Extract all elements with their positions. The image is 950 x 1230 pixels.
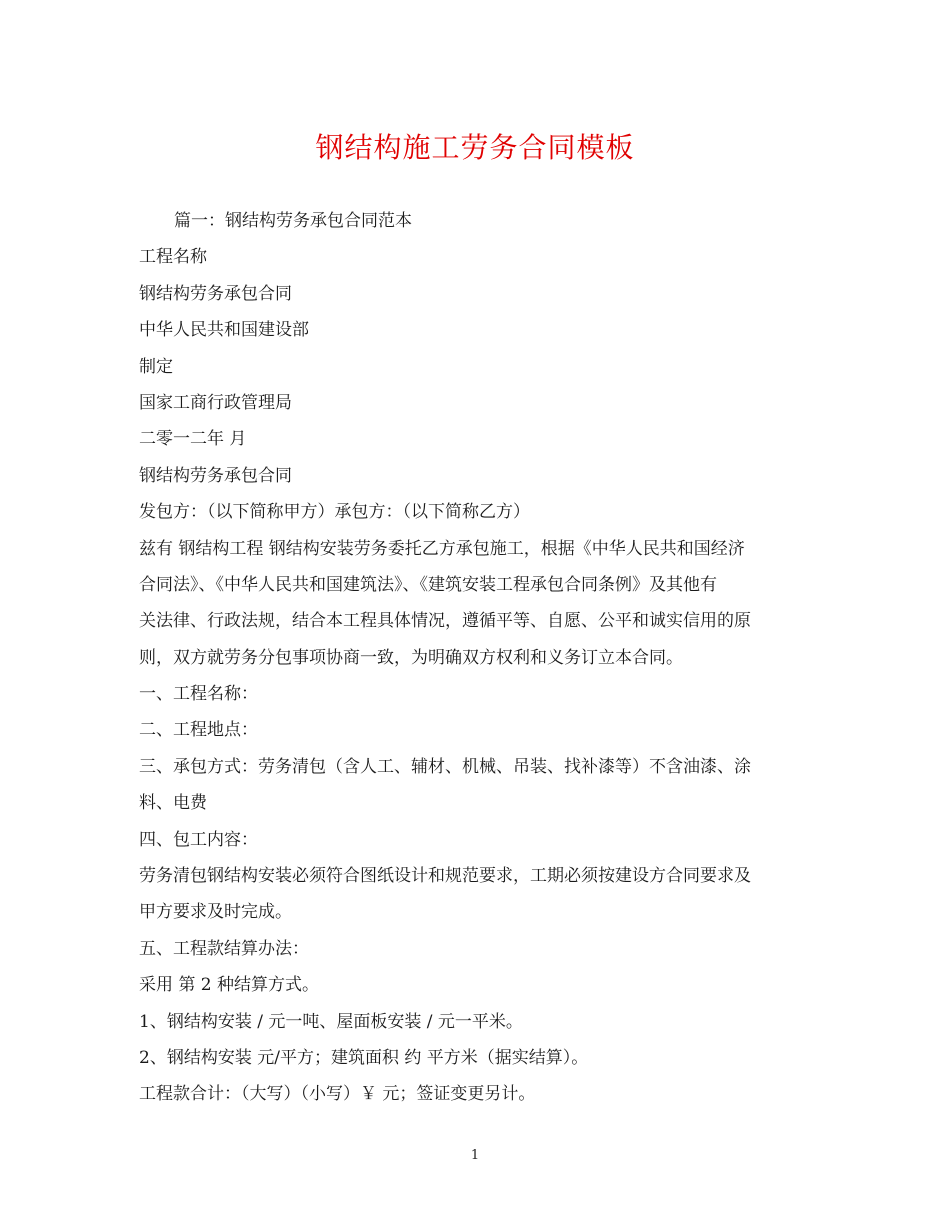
text-line: 制定 <box>139 356 173 377</box>
page-number: 1 <box>470 1148 480 1163</box>
clause-heading: 三、承包方式：劳务清包（含人工、辅材、机械、吊装、找补漆等）不含油漆、涂 <box>139 756 751 777</box>
text-line: 甲方要求及时完成。 <box>139 902 292 923</box>
text-line: 二零一二年 月 <box>139 429 247 450</box>
text-line: 工程款合计：（大写）（小写）￥ 元；签证变更另计。 <box>139 1084 536 1105</box>
text-line: 劳务清包钢结构安装必须符合图纸设计和规范要求，工期必须按建设方合同要求及 <box>139 866 751 887</box>
text-line: 采用 第 2 种结算方式。 <box>139 975 320 996</box>
text-line: 发包方：（以下简称甲方）承包方：（以下简称乙方） <box>139 502 530 523</box>
clause-heading: 四、包工内容： <box>139 829 258 850</box>
text-line: 国家工商行政管理局 <box>139 392 292 413</box>
clause-heading: 一、工程名称： <box>139 684 258 705</box>
text-line: 关法律、行政法规，结合本工程具体情况，遵循平等、自愿、公平和诚实信用的原 <box>139 611 751 632</box>
text-line: 料、电费 <box>139 793 207 814</box>
text-line: 兹有 钢结构工程 钢结构安装劳务委托乙方承包施工，根据《中华人民共和国经济 <box>139 538 745 559</box>
clause-heading: 五、工程款结算办法： <box>139 938 309 959</box>
text-line: 钢结构劳务承包合同 <box>139 283 292 304</box>
clause-heading: 二、工程地点： <box>139 720 258 741</box>
section-heading: 篇一：钢结构劳务承包合同范本 <box>174 211 412 231</box>
text-line: 2、钢结构安装 元/平方；建筑面积 约 平方米（据实结算）。 <box>139 1047 589 1068</box>
text-line: 工程名称 <box>139 247 207 268</box>
document-title: 钢结构施工劳务合同模板 <box>315 131 635 164</box>
text-line: 中华人民共和国建设部 <box>139 320 309 341</box>
text-line: 则，双方就劳务分包事项协商一致，为明确双方权利和义务订立本合同。 <box>139 647 683 668</box>
text-line: 1、钢结构安装 / 元一吨、屋面板安装 / 元一平米。 <box>139 1011 523 1032</box>
text-line: 合同法》、《中华人民共和国建筑法》、《建筑安装工程承包合同条例》及其他有 <box>139 574 717 595</box>
document-body <box>139 203 819 1113</box>
text-line: 钢结构劳务承包合同 <box>139 465 292 486</box>
